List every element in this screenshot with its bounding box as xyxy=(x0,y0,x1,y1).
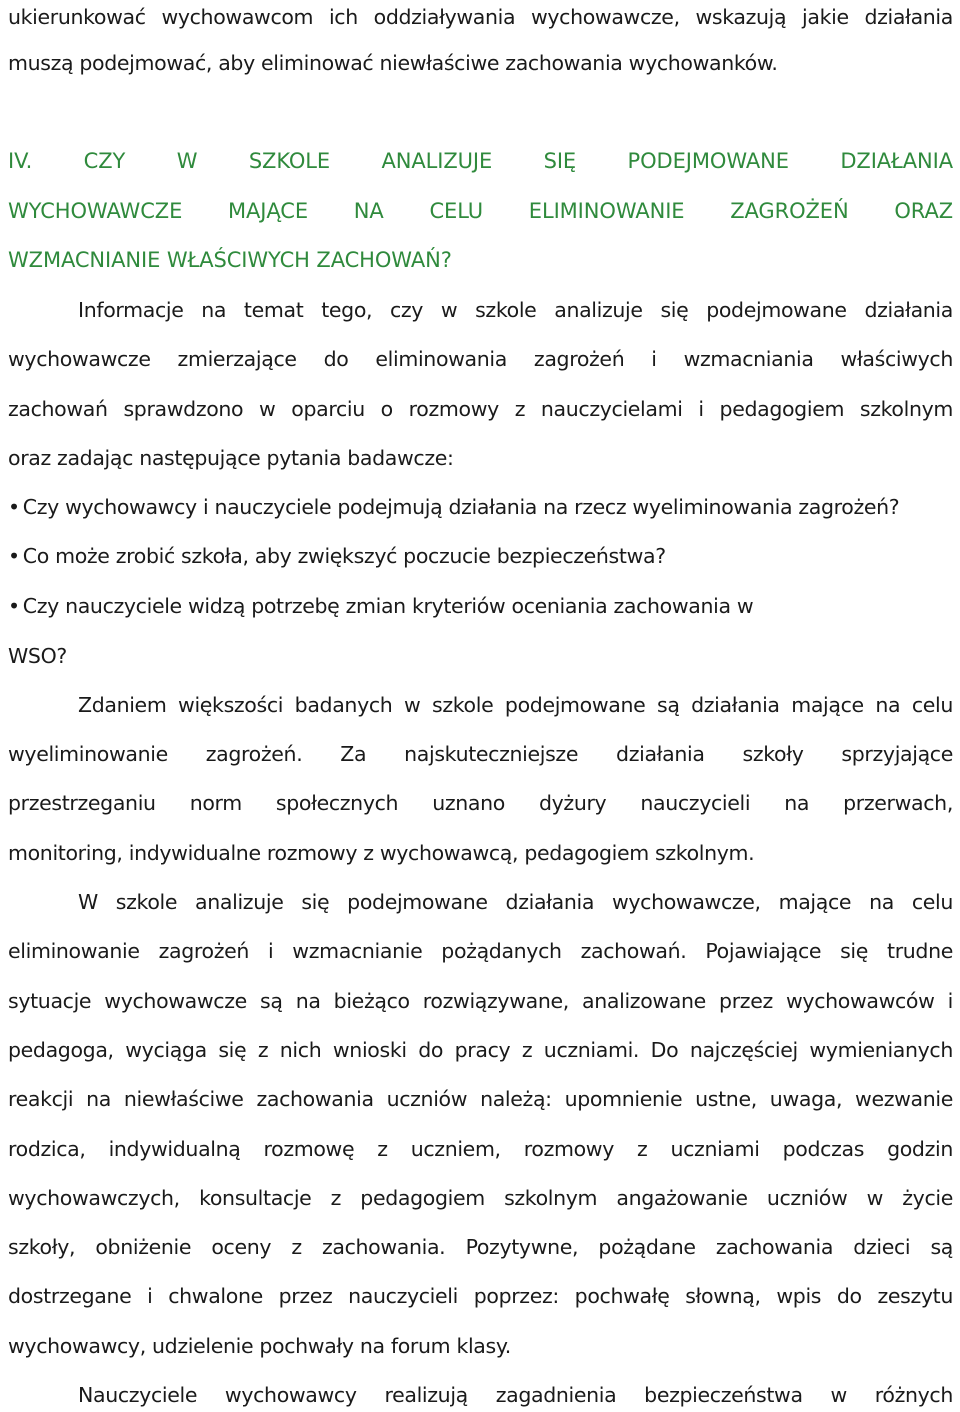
question-item: • Czy nauczyciele widzą potrzebę zmian kryteriów oceniania zachowania w xyxy=(8,592,953,620)
paragraph-line: oraz zadając następujące pytania badawcze: xyxy=(8,446,454,470)
paragraph-line: W szkole analizuje się podejmowane działania wychowawcze, mające na celu xyxy=(78,890,953,914)
paragraph-line: monitoring, indywidualne rozmowy z wychowawcą, pedagogiem szkolnym. xyxy=(8,841,755,865)
paragraph-line: Zdaniem większości badanych w szkole podejmowane są działania mające na celu xyxy=(78,693,953,717)
paragraph-line: szkoły, obniżenie oceny z zachowania. Pozytywne, pożądane zachowania dzieci są xyxy=(8,1235,953,1259)
paragraph-line: Informacje na temat tego, czy w szkole analizuje się podejmowane działania xyxy=(78,298,953,322)
question-item: • Czy wychowawcy i nauczyciele podejmują działania na rzecz wyeliminowania zagrożeń? xyxy=(8,493,953,521)
paragraph-line: pedagoga, wyciąga się z nich wnioski do pracy z uczniami. Do najczęściej wymienianych xyxy=(8,1038,953,1062)
intro-line: muszą podejmować, aby eliminować niewłaściwe zachowania wychowanków. xyxy=(8,51,778,75)
paragraph-line: wychowawczych, konsultacje z pedagogiem szkolnym angażowanie uczniów w życie xyxy=(8,1186,953,1210)
paragraph-line: wychowawcy, udzielenie pochwały na forum klasy. xyxy=(8,1334,511,1358)
section-heading: WZMACNIANIE WŁAŚCIWYCH ZACHOWAŃ? xyxy=(8,248,452,272)
paragraph-line: Nauczyciele wychowawcy realizują zagadnienia bezpieczeństwa w różnych xyxy=(78,1383,953,1407)
paragraph-line: sytuacje wychowawcze są na bieżąco rozwiązywane, analizowane przez wychowawców i xyxy=(8,989,953,1013)
paragraph-line: przestrzeganiu norm społecznych uznano dyżury nauczycieli na przerwach, xyxy=(8,791,953,815)
question-item-tail: WSO? xyxy=(8,644,67,668)
intro-line: ukierunkować wychowawcom ich oddziaływania wychowawcze, wskazują jakie działania xyxy=(8,5,953,29)
section-heading: WYCHOWAWCZE MAJĄCE NA CELU ELIMINOWANIE ZAGROŻEŃ ORAZ xyxy=(8,199,953,223)
paragraph-line: wychowawcze zmierzające do eliminowania zagrożeń i wzmacniania właściwych xyxy=(8,347,953,371)
paragraph-line: dostrzegane i chwalone przez nauczycieli poprzez: pochwałę słowną, wpis do zeszytu xyxy=(8,1284,953,1308)
paragraph-line: rodzica, indywidualną rozmowę z uczniem, rozmowy z uczniami podczas godzin xyxy=(8,1137,953,1161)
paragraph-line: reakcji na niewłaściwe zachowania uczniów należą: upomnienie ustne, uwaga, wezwanie xyxy=(8,1087,953,1111)
paragraph-line: eliminowanie zagrożeń i wzmacnianie pożądanych zachowań. Pojawiające się trudne xyxy=(8,939,953,963)
paragraph-line: wyeliminowanie zagrożeń. Za najskuteczniejsze działania szkoły sprzyjające xyxy=(8,742,953,766)
question-item: • Co może zrobić szkoła, aby zwiększyć poczucie bezpieczeństwa? xyxy=(8,542,953,570)
paragraph-line: zachowań sprawdzono w oparciu o rozmowy z nauczycielami i pedagogiem szkolnym xyxy=(8,397,953,421)
section-heading: IV. CZY W SZKOLE ANALIZUJE SIĘ PODEJMOWANE DZIAŁANIA xyxy=(8,149,953,173)
